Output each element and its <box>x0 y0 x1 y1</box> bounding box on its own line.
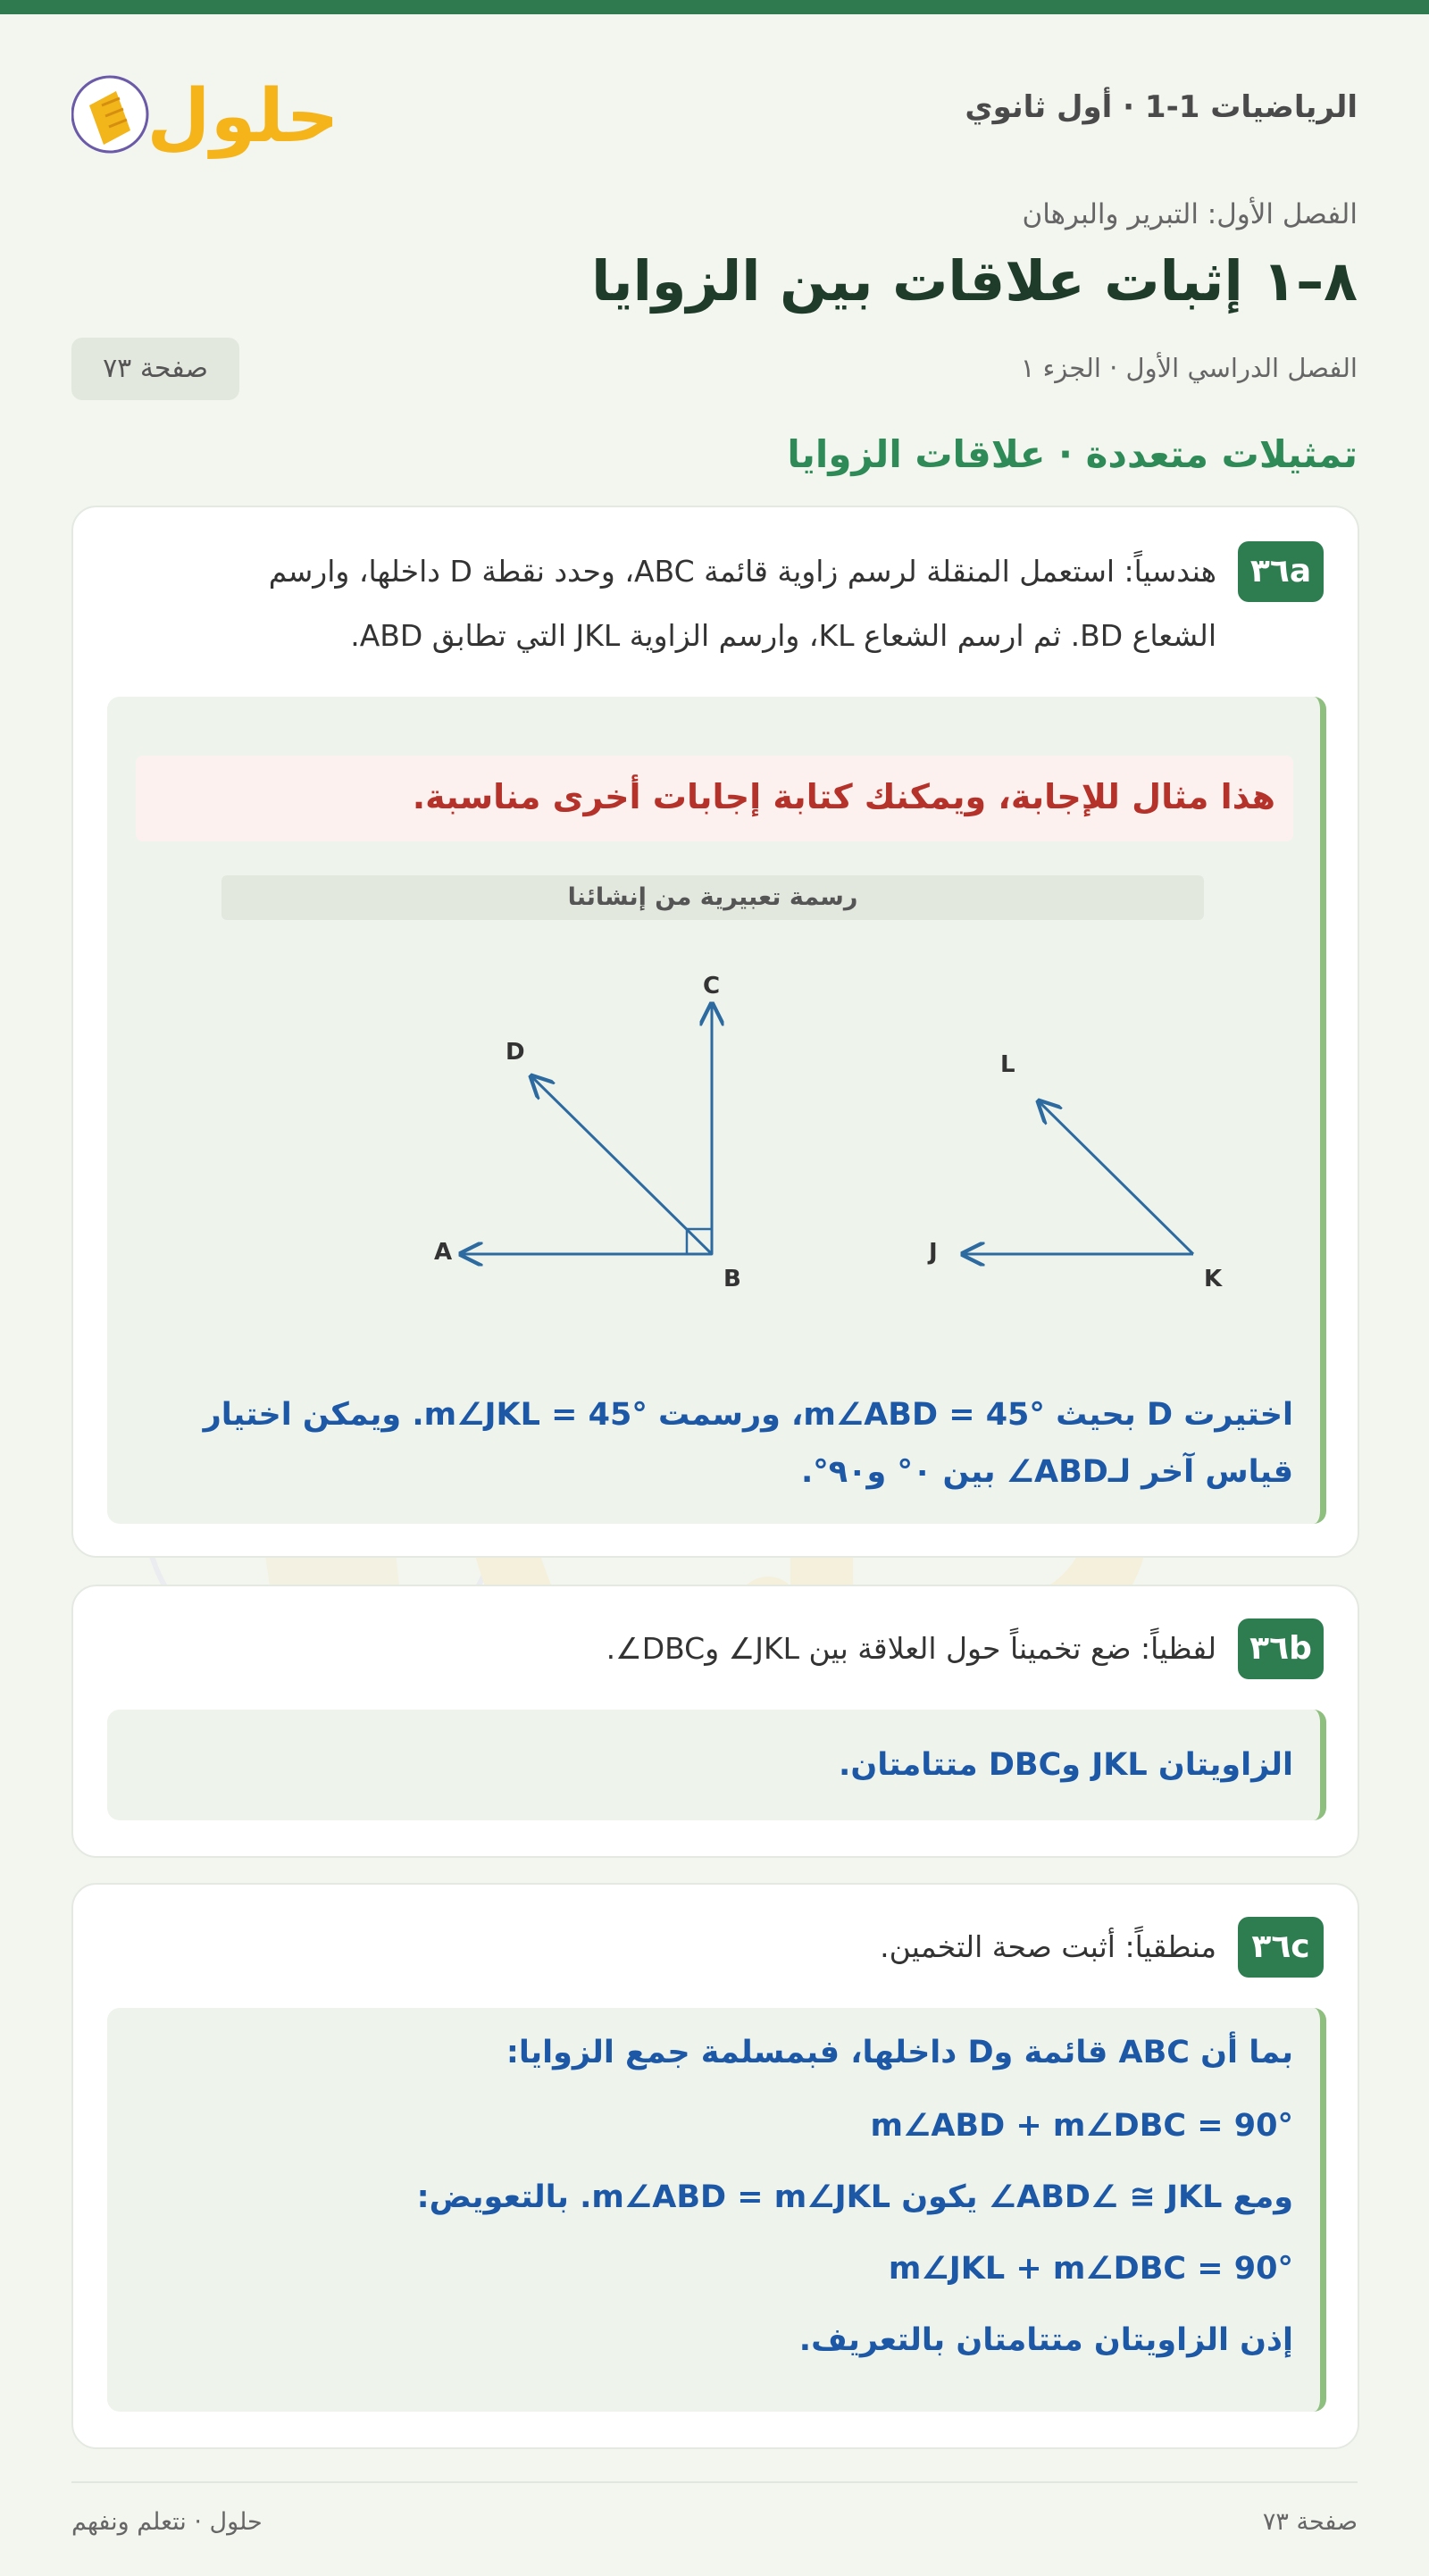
figure-caption: رسمة تعبيرية من إنشائنا <box>221 875 1204 920</box>
proof-line: ومع ABD∠ ≅ JKL∠ يكون m∠ABD = m∠JKL. بالتعويض: <box>416 2179 1293 2215</box>
point-label-A: A <box>434 1239 453 1266</box>
hulul-logo[interactable] <box>71 54 339 170</box>
question-number-badge: ٣٦a <box>1238 541 1324 602</box>
question-text: لفظياً: ضع تخميناً حول العلاقة بين JKL∠ وDBC∠. <box>606 1631 1216 1666</box>
chapter-label: الفصل الأول: التبرير والبرهان <box>1022 198 1358 230</box>
footer-tagline: حلول · نتعلم ونفهم <box>71 2508 263 2536</box>
footer-divider <box>71 2481 1358 2483</box>
course-title: الرياضيات 1-1 · أول ثانوي <box>965 89 1358 125</box>
point-label-L: L <box>1000 1051 1015 1078</box>
angle-construction-figure <box>232 931 1304 1324</box>
question-card-36b <box>71 1585 1359 1858</box>
logo-wordmark: حلول <box>146 74 339 159</box>
question-text-line: الشعاع BD. ثم ارسم الشعاع KL، وارسم الزاوية JKL التي تطابق ABD. <box>350 618 1216 653</box>
answer-box <box>107 697 1326 1524</box>
proof-line: m∠ABD + m∠DBC = 90° <box>870 2108 1293 2144</box>
question-number-badge: ٣٦b <box>1238 1618 1324 1679</box>
semester-label: الفصل الدراسي الأول · الجزء ١ <box>1020 353 1358 383</box>
proof-line: m∠JKL + m∠DBC = 90° <box>888 2251 1293 2287</box>
proof-line: إذن الزاويتان متتامتان بالتعريف. <box>798 2322 1293 2358</box>
question-number-badge: ٣٦c <box>1238 1917 1324 1978</box>
answer-box <box>107 1710 1326 1820</box>
proof-line: بما أن ABC قائمة وD داخلها، فبمسلمة جمع الزوايا: <box>506 2035 1293 2070</box>
point-label-J: J <box>929 1239 938 1266</box>
lesson-title: ٨–١ إثبات علاقات بين الزوايا <box>591 248 1358 314</box>
footer-page-number: صفحة ٧٣ <box>1262 2508 1358 2536</box>
question-card-36c <box>71 1883 1359 2449</box>
section-title: تمثيلات متعددة · علاقات الزوايا <box>787 432 1358 476</box>
answer-text: الزاويتان JKL وDBC متتامتان. <box>839 1747 1293 1783</box>
point-label-B: B <box>723 1266 741 1292</box>
point-label-K: K <box>1204 1266 1223 1292</box>
point-label-D: D <box>506 1039 525 1066</box>
question-card-36a <box>71 506 1359 1558</box>
sample-answer-notice <box>136 756 1293 841</box>
page-header <box>71 54 1358 170</box>
question-text: منطقياً: أثبت صحة التخمين. <box>880 1929 1216 1964</box>
notice-text: هذا مثال للإجابة، ويمكنك كتابة إجابات أخرى مناسبة. <box>412 777 1275 816</box>
point-label-C: C <box>703 973 721 999</box>
top-accent-bar <box>0 0 1429 14</box>
answer-line: قياس آخر لـABD∠ بين ٠° و٩٠°. <box>801 1454 1293 1490</box>
page-number-badge: صفحة ٧٣ <box>71 338 239 400</box>
ray-KL <box>1039 1101 1193 1254</box>
question-text-line: هندسياً: استعمل المنقلة لرسم زاوية قائمة ABC، وحدد نقطة D داخلها، وارسم <box>268 554 1216 589</box>
answer-line: اختيرت D بحيث m∠ABD = 45°، ورسمت m∠JKL = 45°. ويمكن اختيار <box>203 1397 1293 1433</box>
ray-BD <box>531 1076 712 1254</box>
answer-box <box>107 2008 1326 2412</box>
